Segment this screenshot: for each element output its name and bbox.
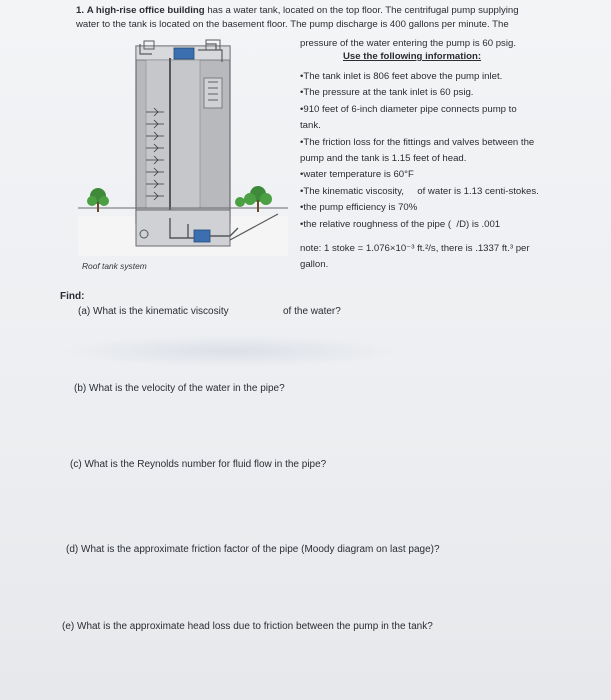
pump-icon <box>194 230 210 242</box>
info-bullet: •water temperature is 60°F <box>300 169 414 181</box>
roof-tank-figure <box>78 38 288 272</box>
info-bullet: •the pump efficiency is 70% <box>300 202 418 214</box>
info-bullet: •The tank inlet is 806 feet above the pump inlet. <box>300 71 503 82</box>
problem-lead: A high-rise office building <box>86 5 205 16</box>
info-bullet: •the relative roughness of the pipe ( /D) is .001 <box>300 218 501 230</box>
question-b: (b) What is the velocity of the water in the pipe? <box>74 383 285 394</box>
question-c: (c) What is the Reynolds number for fluid flow in the pipe? <box>70 459 327 470</box>
figure-caption: Roof tank system <box>82 261 147 271</box>
info-bullet: •The friction loss for the fittings and valves between the <box>300 136 535 148</box>
unit-note <box>300 241 600 273</box>
question-e: (e) What is the approximate head loss due to friction between the pump in the tank? <box>62 621 433 632</box>
info-heading: Use the following information: <box>343 51 482 62</box>
problem-text-1: has a water tank, located on the top floor. The centrifugal pump supplying <box>204 5 519 16</box>
note-line-2: gallon. <box>300 259 329 270</box>
answer-area-smudge <box>60 335 400 367</box>
question-a: (a) What is the kinematic viscosity <box>78 306 229 317</box>
roof-tank-icon <box>174 48 194 59</box>
info-bullet: •The kinematic viscosity, of water is 1.13 centi-stokes. <box>300 185 539 197</box>
info-list <box>300 69 600 233</box>
find-heading: Find: <box>60 291 85 302</box>
question-a-suffix: of the water? <box>283 306 341 317</box>
info-bullet: pump and the tank is 1.15 feet of head. <box>300 153 467 165</box>
problem-statement <box>76 4 576 32</box>
info-bullet: •The pressure at the tank inlet is 60 psig. <box>300 87 474 99</box>
problem-number: 1. <box>76 5 85 16</box>
question-d: (d) What is the approximate friction factor of the pipe (Moody diagram on last page)? <box>66 544 440 555</box>
note-line-1: note: 1 stoke = 1.076×10⁻³ ft.²/s, there is .1337 ft.³ per <box>300 243 530 254</box>
problem-text-3: pressure of the water entering the pump is 60 psig. <box>300 38 516 49</box>
roof-tank-diagram <box>78 38 288 272</box>
info-bullet: tank. <box>300 120 321 132</box>
info-bullet: •910 feet of 6-inch diameter pipe connects pump to <box>300 103 517 115</box>
problem-text-2: water to the tank is located on the basement floor. The pump discharge is 400 gallons per minute. The <box>76 19 509 30</box>
